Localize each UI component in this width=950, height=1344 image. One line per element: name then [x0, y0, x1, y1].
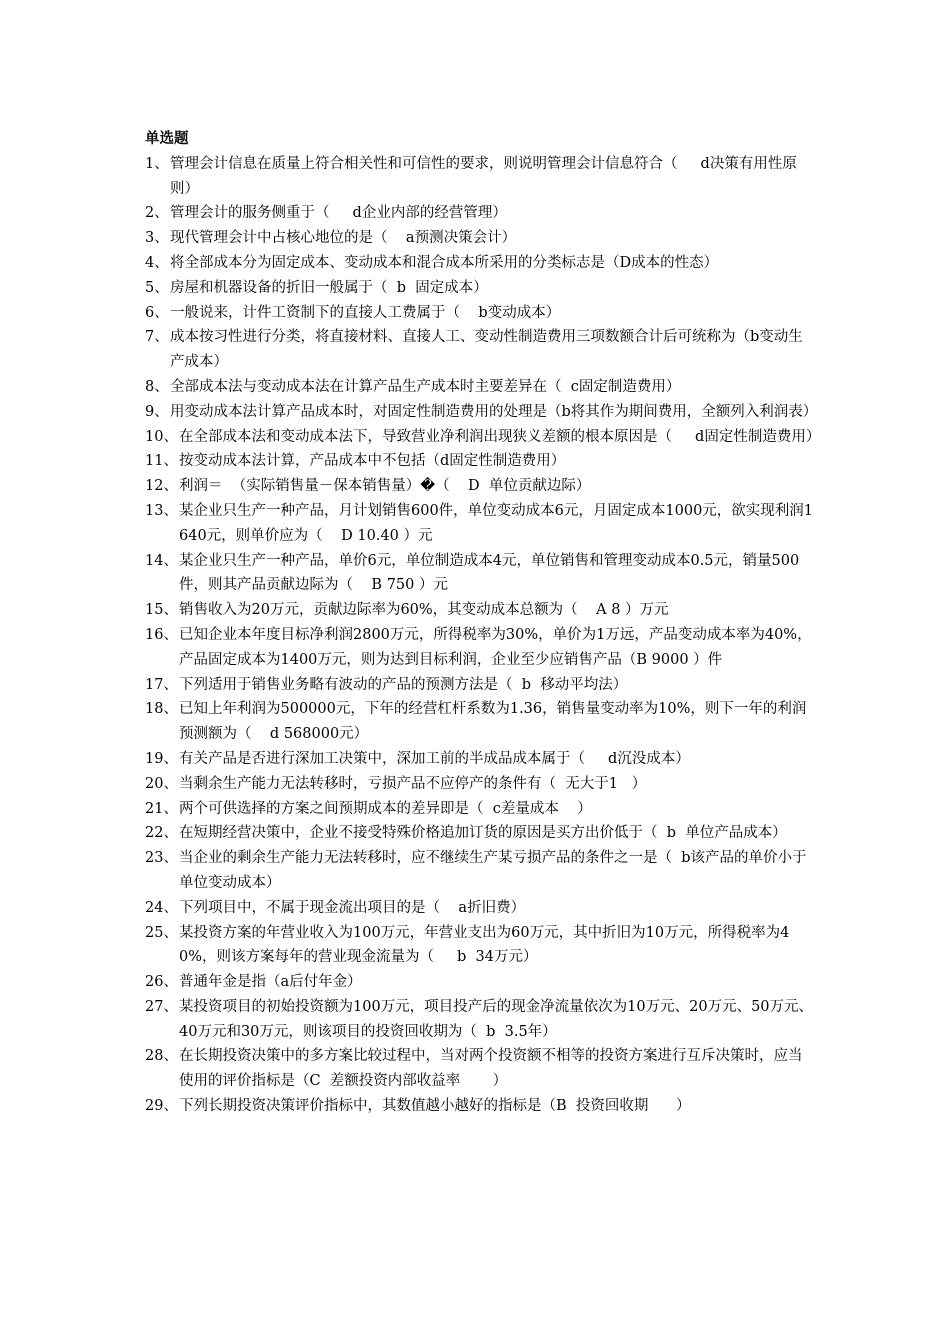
question-number: 13、 [145, 502, 178, 519]
question-text: 在全部成本法和变动成本法下，导致营业净利润出现狭义差额的根本原因是（ d固定性制造费用） [179, 428, 821, 445]
question-item [145, 772, 815, 797]
question-number: 23、 [145, 850, 178, 867]
question-text: 下列适用于销售业务略有波动的产品的预测方法是（ b 移动平均法） [179, 676, 628, 693]
question-item [145, 499, 815, 549]
question-text: 现代管理会计中占核心地位的是（ a预测决策会计） [170, 230, 517, 247]
question-item [145, 301, 815, 326]
question-number: 4、 [145, 254, 169, 271]
question-item [145, 152, 815, 202]
question-text: 已知上年利润为500000元，下年的经营杠杆系数为1.36，销售量变动率为10%，则下一年的利润预测额为（ d 568000元） [179, 701, 807, 743]
question-text: 房屋和机器设备的折旧一般属于（ b 固定成本） [170, 279, 488, 296]
question-text: 在短期经营决策中，企业不接受特殊价格追加订货的原因是买方出价低于（ b 单位产品成本） [179, 825, 787, 842]
question-number: 19、 [145, 750, 178, 767]
question-item [145, 846, 815, 896]
question-text: 当企业的剩余生产能力无法转移时，应不继续生产某亏损产品的条件之一是（ b该产品的单价小于单位变动成本） [179, 850, 807, 891]
question-text: 某投资项目的初始投资额为100万元，项目投产后的现金净流量依次为10万元、20万元、50万元、40万元和30万元，则该项目的投资回收期为（ b 3.5年） [179, 998, 814, 1040]
question-number: 8、 [145, 378, 169, 395]
question-number: 21、 [145, 800, 178, 817]
question-item [145, 400, 818, 425]
question-item [145, 673, 815, 698]
question-text: 管理会计的服务侧重于（ d企业内部的经营管理） [170, 205, 507, 222]
question-number: 14、 [145, 552, 178, 569]
question-list [145, 127, 821, 1119]
question-text: 管理会计信息在质量上符合相关性和可信性的要求，则说明管理会计信息符合（ d决策有用性原则） [170, 155, 797, 197]
question-number: 24、 [145, 899, 178, 916]
question-item [145, 549, 815, 599]
question-item [145, 276, 815, 301]
question-text: 全部成本法与变动成本法在计算产品生产成本时主要差异在（ c固定制造费用） [170, 378, 681, 395]
question-number: 2、 [145, 205, 169, 222]
question-item [145, 474, 815, 499]
question-text: 一般说来，计件工资制下的直接人工费属于（ b变动成本） [170, 304, 561, 321]
question-text: 两个可供选择的方案之间预期成本的差异即是（ c差量成本 ） [179, 800, 592, 817]
question-text: 已知企业本年度目标净利润2800万元，所得税率为30%，单价为1万远，产品变动成本率为40%，产品固定成本为1400万元，则为达到目标利润，企业至少应销售产品（B 9000 ）件 [179, 626, 812, 668]
question-item [145, 747, 815, 772]
question-text: 成本按习性进行分类，将直接材料、直接人工、变动性制造费用三项数额合计后可统称为（b变动生产成本） [170, 329, 803, 371]
question-item [145, 1094, 815, 1119]
question-item [145, 921, 815, 971]
question-number: 11、 [145, 453, 178, 470]
question-item [145, 697, 815, 747]
question-number: 27、 [145, 998, 178, 1015]
question-number: 29、 [145, 1098, 178, 1115]
question-number: 3、 [145, 230, 169, 247]
question-text: 用变动成本法计算产品成本时，对固定性制造费用的处理是（b将其作为期间费用，全额列入利润表） [170, 403, 818, 420]
question-number: 28、 [145, 1048, 178, 1065]
question-item [145, 598, 815, 623]
question-number: 20、 [145, 775, 178, 792]
question-text: 普通年金是指（a后付年金） [179, 974, 362, 991]
question-text: 按变动成本法计算，产品成本中不包括（d固定性制造费用） [179, 453, 566, 470]
question-text: 利润＝ （实际销售量－保本销售量）�（ D 单位贡献边际） [179, 478, 591, 495]
question-text: 在长期投资决策中的多方案比较过程中，当对两个投资额不相等的投资方案进行互斥决策时，应当使用的评价指标是（C 差额投资内部收益率 ） [179, 1048, 803, 1090]
question-item [145, 325, 815, 375]
question-item [145, 201, 815, 226]
question-number: 18、 [145, 701, 178, 718]
question-number: 15、 [145, 602, 178, 619]
question-item [145, 251, 815, 276]
question-text: 下列长期投资决策评价指标中，其数值越小越好的指标是（B 投资回收期 ） [179, 1098, 691, 1115]
question-number: 1、 [145, 155, 169, 172]
question-number: 17、 [145, 676, 178, 693]
question-text: 某企业只生产一种产品，月计划销售600件，单位变动成本6元，月固定成本1000元，欲实现利润1640元，则单价应为（ D 10.40 ）元 [179, 502, 814, 544]
question-item [145, 970, 815, 995]
question-number: 9、 [145, 403, 169, 420]
question-number: 16、 [145, 626, 178, 643]
question-item [145, 1044, 815, 1094]
question-number: 6、 [145, 304, 169, 321]
question-item [145, 821, 815, 846]
question-item [145, 425, 821, 450]
question-item [145, 375, 815, 400]
question-text: 下列项目中，不属于现金流出项目的是（ a折旧费） [179, 899, 526, 916]
question-item [145, 623, 815, 673]
question-text: 有关产品是否进行深加工决策中，深加工前的半成品成本属于（ d沉没成本） [179, 750, 690, 767]
question-item [145, 995, 815, 1045]
question-item [145, 226, 815, 251]
section-title: 单选题 [145, 131, 189, 147]
question-number: 10、 [145, 428, 178, 445]
question-text: 当剩余生产能力无法转移时，亏损产品不应停产的条件有（ 无大于1 ） [179, 775, 647, 792]
question-item [145, 449, 815, 474]
question-text: 某企业只生产一种产品，单价6元，单位制造成本4元，单位销售和管理变动成本0.5元，销量500件，则其产品贡献边际为（ B 750 ）元 [179, 552, 800, 594]
question-number: 12、 [145, 478, 178, 495]
question-number: 26、 [145, 974, 178, 991]
question-number: 5、 [145, 279, 169, 296]
question-text: 将全部成本分为固定成本、变动成本和混合成本所采用的分类标志是（D成本的性态） [170, 254, 719, 271]
question-number: 22、 [145, 825, 178, 842]
question-item [145, 896, 815, 921]
question-number: 7、 [145, 329, 169, 346]
question-text: 销售收入为20万元，贡献边际率为60%，其变动成本总额为（ A 8 ）万元 [179, 602, 669, 619]
question-item [145, 797, 815, 822]
question-number: 25、 [145, 924, 178, 941]
question-text: 某投资方案的年营业收入为100万元，年营业支出为60万元，其中折旧为10万元，所得税率为40%，则该方案每年的营业现金流量为（ b 34万元） [179, 924, 790, 966]
